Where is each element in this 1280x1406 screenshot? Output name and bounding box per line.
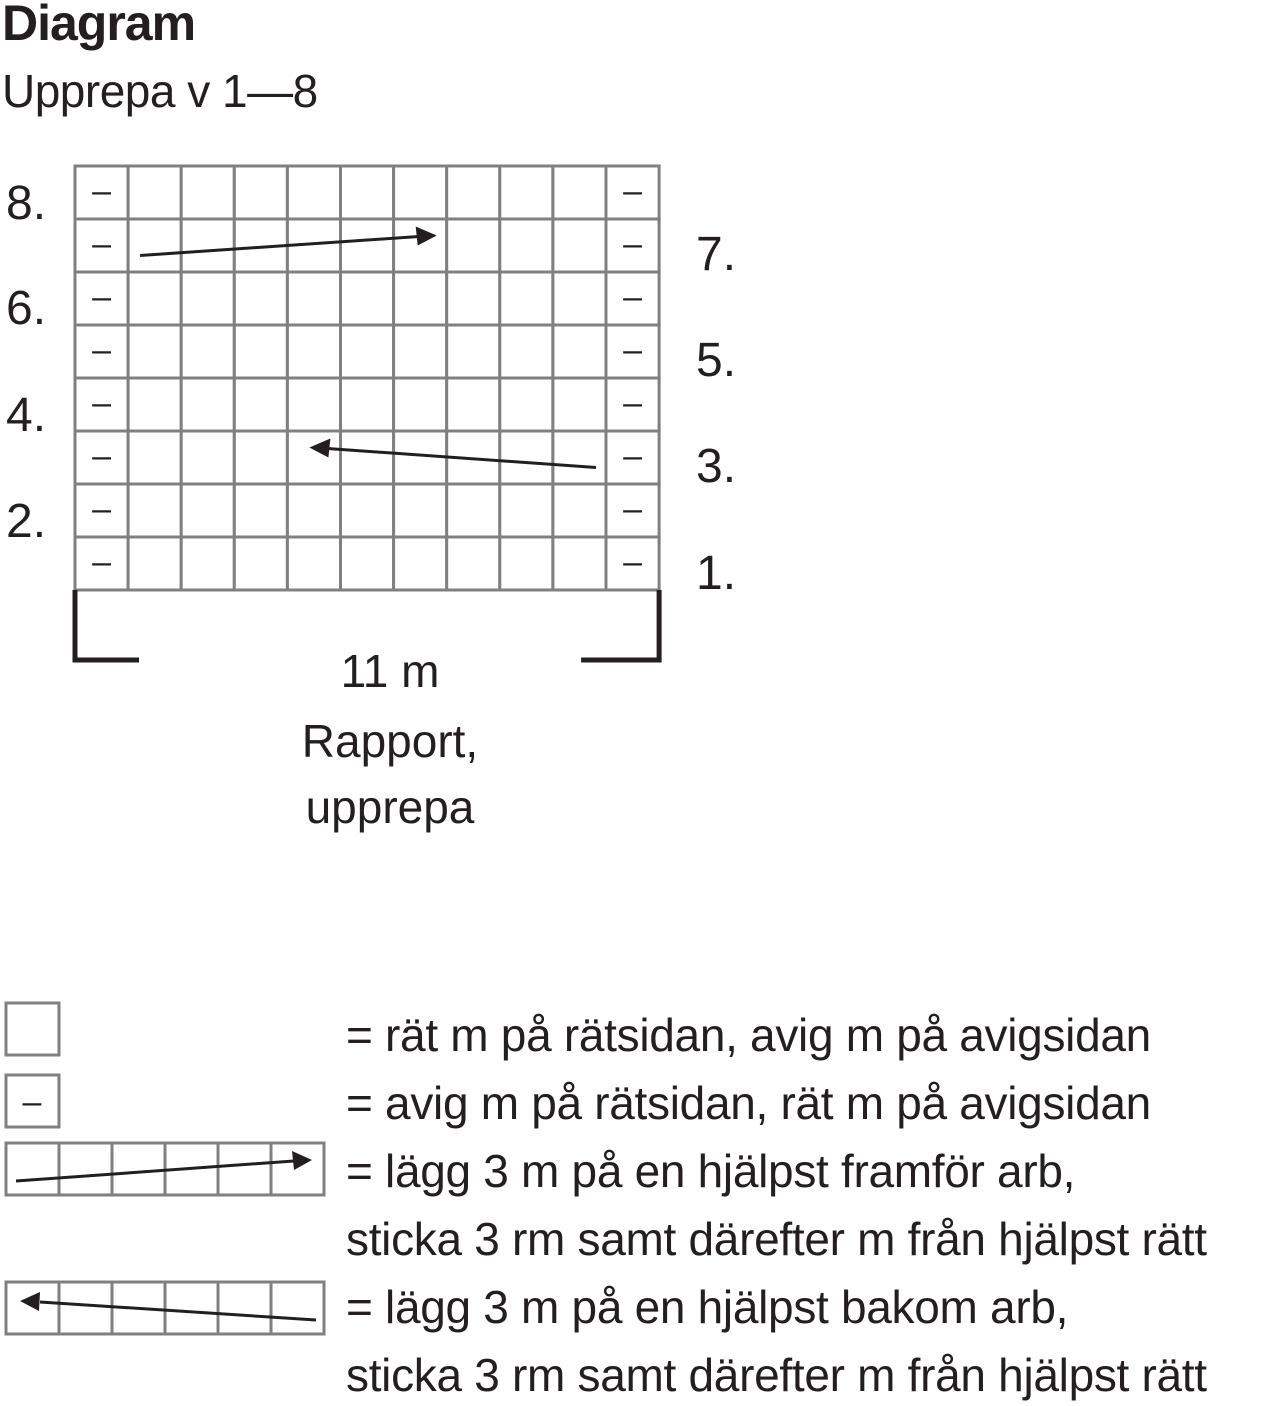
purl-symbol-r1-c11: –: [623, 543, 643, 581]
purl-symbol-r1-c1: –: [92, 543, 112, 581]
purl-symbol-r8-c1: –: [92, 172, 112, 210]
legend-cable-right-icon: [6, 1143, 324, 1195]
legend-knit-square-icon: [6, 1003, 59, 1055]
purl-symbol-r2-c1: –: [92, 490, 112, 528]
purl-symbol-r6-c1: –: [92, 278, 112, 316]
legend-purl-text: = avig m på rätsidan, rät m på avigsidan: [346, 1077, 1151, 1129]
legend-cable-left-text: = lägg 3 m på en hjälpst bakom arb,: [346, 1281, 1069, 1333]
diagram-title: Diagram: [2, 0, 196, 51]
legend-cable-right-text: = lägg 3 m på en hjälpst framför arb,: [346, 1145, 1076, 1197]
purl-symbol-r4-c1: –: [92, 384, 112, 422]
row-label-8: 8.: [6, 177, 47, 230]
row-label-4: 4.: [6, 389, 47, 442]
purl-symbol-r5-c11: –: [623, 331, 643, 369]
legend-purl-dash-icon: –: [22, 1083, 42, 1121]
purl-symbol-r6-c11: –: [623, 278, 643, 316]
legend-cable-left-icon: [6, 1282, 324, 1334]
repeat-rows-note: Upprepa v 1—8: [2, 65, 318, 117]
row-label-2: 2.: [6, 495, 47, 548]
row-label-1: 1.: [696, 547, 737, 600]
legend-cable-left-text-line2: sticka 3 rm samt därefter m från hjälpst rätt: [346, 1349, 1207, 1401]
row-label-7: 7.: [696, 228, 737, 281]
repeat-stitch-count: 11 m: [340, 645, 440, 697]
purl-symbol-r4-c11: –: [623, 384, 643, 422]
row-label-6: 6.: [6, 282, 47, 335]
row-label-5: 5.: [696, 334, 737, 387]
purl-symbol-r8-c11: –: [623, 172, 643, 210]
purl-symbol-r7-c11: –: [623, 225, 643, 263]
purl-symbol-r3-c1: –: [92, 437, 112, 475]
purl-symbol-r7-c1: –: [92, 225, 112, 263]
purl-symbol-r2-c11: –: [623, 490, 643, 528]
legend-cable-right-text-line2: sticka 3 rm samt därefter m från hjälpst rätt: [346, 1213, 1207, 1265]
purl-symbol-r5-c1: –: [92, 331, 112, 369]
row-label-3: 3.: [696, 440, 737, 493]
repeat-label-upprepa: upprepa: [305, 781, 475, 833]
repeat-label: Rapport,: [301, 715, 479, 767]
legend-knit-text: = rät m på rätsidan, avig m på avigsidan: [346, 1009, 1151, 1061]
purl-symbol-r3-c11: –: [623, 437, 643, 475]
